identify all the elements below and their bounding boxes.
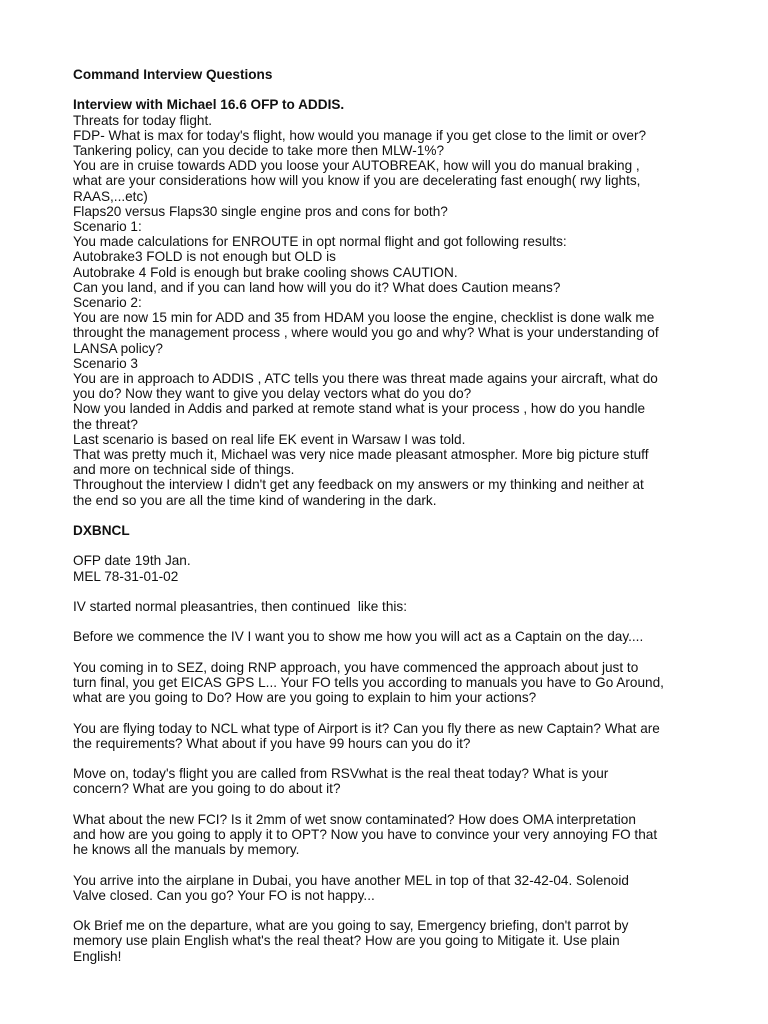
document-title: Command Interview Questions <box>73 67 273 82</box>
section-body-michael <box>73 113 753 508</box>
text-line: Last scenario is based on real life EK event in Warsaw I was told. <box>73 431 466 447</box>
spacer <box>73 645 753 660</box>
spacer <box>73 903 753 918</box>
text-line: what are your considerations how will you know if you are decelerating fast enough( rwy lights, <box>73 173 641 189</box>
text-line: Throughout the interview I didn't get any feedback on my answers or my thinking and neither at <box>73 477 644 493</box>
spacer <box>73 705 753 720</box>
text-line: You are in approach to ADDIS , ATC tells you there was threat made agains your aircraft, what do <box>73 371 658 387</box>
text-line: You are in cruise towards ADD you loose your AUTOBREAK, how will you do manual braking , <box>73 158 640 174</box>
paragraph <box>73 721 753 751</box>
text-line: What about the new FCI? Is it 2mm of wet snow contaminated? How does OMA interpretation <box>73 811 636 827</box>
text-line: Can you land, and if you can land how will you do it? What does Caution means? <box>73 279 561 295</box>
text-line: Flaps20 versus Flaps30 single engine pros and cons for both? <box>73 203 448 219</box>
text-line: he knows all the manuals by memory. <box>73 842 300 858</box>
text-line: You coming in to SEZ, doing RNP approach, you have commenced the approach about just to <box>73 659 639 675</box>
text-line: Move on, today's flight you are called from RSVwhat is the real theat today? What is your <box>73 766 609 782</box>
text-line: the requirements? What about if you have 99 hours can you do it? <box>73 735 471 751</box>
text-line: Ok Brief me on the departure, what are you going to say, Emergency briefing, don't parrot by <box>73 918 629 934</box>
paragraph <box>73 812 753 858</box>
text-line: Threats for today flight. <box>73 112 213 128</box>
document-page <box>73 67 753 964</box>
section-heading-dxbncl: DXBNCL <box>73 523 130 539</box>
paragraph <box>73 873 753 903</box>
text-line: Scenario 1: <box>73 219 142 235</box>
spacer <box>73 751 753 766</box>
text-line: throught the management process , where would you go and why? What is your understanding of <box>73 325 659 341</box>
text-line: turn final, you get EICAS GPS L... Your FO tells you according to manuals you have to Go Around, <box>73 675 664 691</box>
text-line: the threat? <box>73 416 138 432</box>
text-line: Valve closed. Can you go? Your FO is not happy... <box>73 887 375 903</box>
text-line: You are now 15 min for ADD and 35 from HDAM you loose the engine, checklist is done walk me <box>73 310 655 326</box>
text-line: FDP- What is max for today's flight, how would you manage if you get close to the limit or over? <box>73 127 647 143</box>
spacer <box>73 584 753 599</box>
text-line: and how are you going to apply it to OPT? Now you have to convince your very annoying FO that <box>73 827 658 843</box>
text-line: IV started normal pleasantries, then continued like this: <box>73 599 407 615</box>
spacer <box>73 82 753 97</box>
spacer <box>73 857 753 872</box>
text-line: You made calculations for ENROUTE in opt normal flight and got following results: <box>73 234 567 250</box>
text-line: RAAS,...etc) <box>73 188 148 204</box>
text-line: Autobrake3 FOLD is not enough but OLD is <box>73 249 336 265</box>
mel-reference: MEL 78-31-01-02 <box>73 568 179 584</box>
paragraph <box>73 629 753 644</box>
section-heading-michael: Interview with Michael 16.6 OFP to ADDIS. <box>73 97 345 113</box>
text-line: memory use plain English what's the real theat? How are you going to Mitigate it. Use plain <box>73 933 620 949</box>
text-line: English! <box>73 948 122 964</box>
ofp-date: OFP date 19th Jan. <box>73 553 191 569</box>
spacer <box>73 508 753 523</box>
text-line: Scenario 3 <box>73 355 138 371</box>
paragraph <box>73 660 753 706</box>
spacer <box>73 614 753 629</box>
paragraph <box>73 766 753 796</box>
text-line: LANSA policy? <box>73 340 163 356</box>
text-line: Scenario 2: <box>73 295 142 311</box>
text-line: You are flying today to NCL what type of Airport is it? Can you fly there as new Captain? What are <box>73 720 660 736</box>
text-line: and more on technical side of things. <box>73 462 295 478</box>
spacer <box>73 538 753 553</box>
text-line: Autobrake 4 Fold is enough but brake cooling shows CAUTION. <box>73 264 458 280</box>
paragraph <box>73 918 753 964</box>
text-line: Now you landed in Addis and parked at remote stand what is your process , how do you handle <box>73 401 646 417</box>
paragraph <box>73 599 753 614</box>
text-line: the end so you are all the time kind of wandering in the dark. <box>73 492 437 508</box>
text-line: You arrive into the airplane in Dubai, you have another MEL in top of that 32-42-04. Solenoid <box>73 872 629 888</box>
text-line: concern? What are you going to do about it? <box>73 781 341 797</box>
text-line: Tankering policy, can you decide to take more then MLW-1%? <box>73 143 444 158</box>
spacer <box>73 797 753 812</box>
text-line: you do? Now they want to give you delay vectors what do you do? <box>73 386 472 402</box>
text-line: Before we commence the IV I want you to show me how you will act as a Captain on the day.... <box>73 629 644 645</box>
text-line: That was pretty much it, Michael was very nice made pleasant atmospher. More big picture stuff <box>73 447 649 463</box>
text-line: what are you going to Do? How are you going to explain to him your actions? <box>73 690 537 706</box>
